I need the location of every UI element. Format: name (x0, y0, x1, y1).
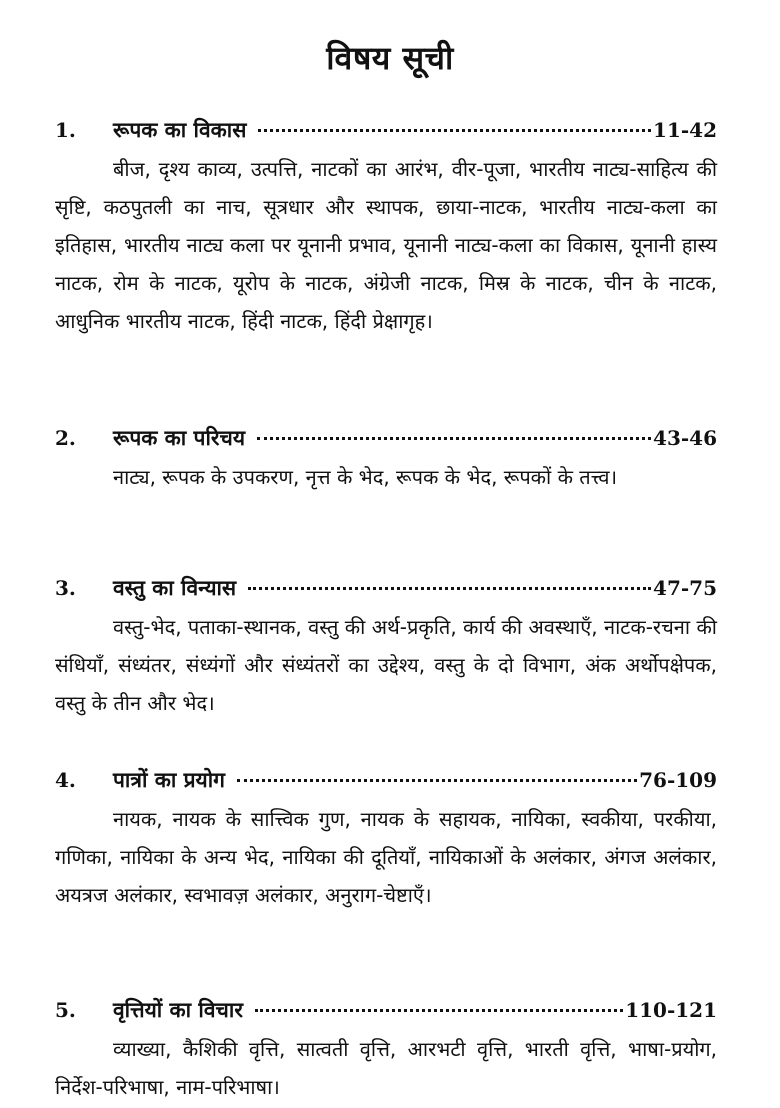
toc-entry-pages: 76-109 (639, 768, 717, 792)
toc-entry-title: रूपक का परिचय (113, 426, 246, 450)
toc-entry-pages: 47-75 (653, 576, 717, 600)
toc-entry-5 (55, 996, 717, 1106)
page-title: विषय सूची (326, 39, 454, 77)
toc-entry-heading-row (55, 424, 717, 458)
toc-entry-title: वस्तु का विन्यास (113, 576, 237, 600)
toc-entry-heading-row (55, 116, 717, 150)
dot-leader (248, 587, 651, 590)
toc-entry-description: नायक, नायक के सात्त्विक गुण, नायक के सहायक, नायिका, स्वकीया, परकीया, गणिका, नायिका के अन्य भेद, नायिका की दूतियाँ, नायिकाओं के अलंकार, अंगज अलंकार, अयत्रज अलंकार, स्वभावज़ अलंकार, अनुराग-चेष्टाएँ। (55, 807, 717, 907)
toc-entry-heading-row (55, 766, 717, 800)
toc-entry-description: बीज, दृश्य काव्य, उत्पत्ति, नाटकों का आरंभ, वीर-पूजा, भारतीय नाट्य-साहित्य की सृष्टि, कठपुतली का नाच, सूत्रधार और स्थापक, छाया-नाटक, भारतीय नाट्य-कला का इतिहास, भारतीय नाट्य कला पर यूनानी प्रभाव, यूनानी नाट्य-कला का विकास, यूनानी हास्य नाटक, रोम के नाटक, यूरोप के नाटक, अंग्रेजी नाटक, मिस्र के नाटक, चीन के नाटक, आधुनिक भारतीय नाटक, हिंदी नाटक, हिंदी प्रेक्षागृह। (55, 157, 717, 333)
dot-leader (255, 1009, 623, 1012)
toc-entry-title: वृत्तियों का विचार (113, 998, 243, 1022)
toc-entry-number: 1. (55, 118, 76, 142)
dot-leader (237, 779, 637, 782)
toc-entry-number: 4. (55, 768, 76, 792)
toc-entry-heading-row (55, 574, 717, 608)
toc-entry-description: नाट्य, रूपक के उपकरण, नृत्त के भेद, रूपक के भेद, रूपकों के तत्त्व। (113, 465, 618, 489)
toc-entry-number: 3. (55, 576, 76, 600)
dot-leader (257, 437, 651, 440)
toc-entry-pages: 110-121 (625, 998, 717, 1022)
toc-entry-2 (55, 424, 717, 496)
toc-entry-number: 2. (55, 426, 76, 450)
toc-entry-title: पात्रों का प्रयोग (113, 768, 225, 792)
dot-leader (258, 129, 651, 132)
toc-entry-number: 5. (55, 998, 76, 1022)
toc-entry-pages: 43-46 (653, 426, 717, 450)
toc-entry-pages: 11-42 (653, 118, 717, 142)
toc-entry-1 (55, 116, 717, 340)
toc-entry-3 (55, 574, 717, 722)
toc-entry-description: व्याख्या, कैशिकी वृत्ति, सात्वती वृत्ति, आरभटी वृत्ति, भारती वृत्ति, भाषा-प्रयोग, निर्देश-परिभाषा, नाम-परिभाषा। (55, 1037, 717, 1099)
toc-entry-heading-row (55, 996, 717, 1030)
toc-entry-title: रूपक का विकास (113, 118, 247, 142)
toc-entry-4 (55, 766, 717, 914)
toc-entry-description: वस्तु-भेद, पताका-स्थानक, वस्तु की अर्थ-प्रकृति, कार्य की अवस्थाएँ, नाटक-रचना की संधियाँ, संध्यंतर, संध्यंगों और संध्यंतरों का उद्देश्य, वस्तु के दो विभाग, अंक अर्थोपक्षेपक, वस्तु के तीन और भेद। (55, 615, 717, 715)
